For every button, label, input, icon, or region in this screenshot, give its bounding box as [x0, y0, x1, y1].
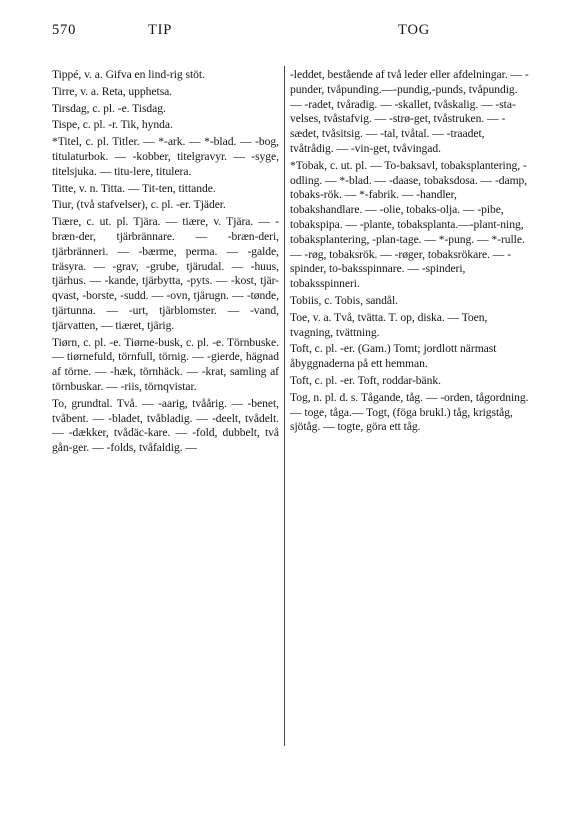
- dictionary-entry: *Tobak, c. ut. pl. — To-baksavl, tobaksplantering, -odling. — *-blad. — -daase, tobaksdosa. — -damp, tobaks-rök. — *-fabrik. — -handler, tobakshandlare. — -olie, tobaks-olja. — -pibe, tobakspipa. — -plante, tobaksplanta.—-plant-ning, tobaksplantering, -plan-tage. — *-pung. — *-rulle. — -røg, tobaksrök. — -røger, tobaksrökare. — -spinder, to-bakssp‍innare. — -spinderi, tobaksspinneri.: [290, 158, 528, 291]
- page-header: [52, 22, 530, 42]
- column-divider: [284, 66, 285, 746]
- dictionary-entry: Tog, n. pl. d. s. Tågande, tåg. — -orden, tågordning. — toge, tåga.— Togt, (föga brukl.) tåg, krigståg, sjötåg. — togte, göra ett tåg.: [290, 390, 529, 434]
- dictionary-entry: *Titel, c. pl. Titler. — *-ark. — *-blad. — -bog, titulaturbok. — -kobber, titelgravyr. — -syge, titelsjuka. — titu-lere, titulera.: [52, 135, 279, 178]
- dictionary-entry: Toe, v. a. Två, tvätta. T. op, diska. — Toen, tvagning, tvättning.: [290, 310, 488, 339]
- dictionary-entry: Tippé, v. a. Gifva en lind-rig stöt.: [52, 68, 205, 81]
- page-number: 570: [52, 22, 77, 38]
- dictionary-entry: Tobiis, c. Tobis, sandål.: [290, 293, 399, 307]
- dictionary-entry: Titte, v. n. Titta. — Tit-ten, tittande.: [52, 181, 216, 195]
- dictionary-entry: Toft, c. pl. -er. (Gam.) Tomt; jordlott närmast åbyggnaderna på ett hemman.: [290, 342, 497, 371]
- dictionary-entry: To, grundtal. Två. — -aarig, tvåårig. — -benet, tvåbent. — -bladet, tvåbladig. — -deelt, tvådelt. — -dækker, tvådäc-kare. — -fold, dubbelt, två gån-ger. — -folds, tvåfaldig. —: [52, 396, 279, 455]
- left-column: [52, 68, 279, 458]
- dictionary-entry: Tirre, v. a. Reta, upphetsa.: [52, 84, 173, 98]
- right-column: [290, 68, 530, 437]
- dictionary-entry: Tiære, c. ut. pl. Tjära. — tiære, v. Tjära. — -bræn-der, tjärbrännare. — -bræn-deri, tjärbränneri. — -bærme, perma. — -galde, träsyra. — -grav, -grube, tjärudal. — -huus, tjärhus. — -kande, tjärbytta, -pyts. — -kost, tjär-qvast, -borste, -sudd. — -ovn, tjärugn. — -tønde, tjärtunna. — -urt, tjärblomster. — -vand, tjärvatten, — tiæret, tjärig.: [52, 215, 279, 332]
- dictionary-entry: Toft, c. pl. -er. Toft, roddar-bänk.: [290, 373, 441, 387]
- header-left-word: TIP: [148, 22, 173, 38]
- dictionary-entry: -leddet, bestående af två leder eller afdelningar. — -punder, tvåpunding.—-pundig,-punds, tvåpundig. — -radet, tvåradig. — -skallet, tvåskalig. — -sta-velses, tvåstafvig. — -strø-get, tvåstruken. — -sædet, tvåsitsig. — -tal, tvåtal. — -traadet, tvåtrådig. — -vin-get, tvåvingad.: [290, 68, 529, 155]
- dictionary-entry: Tirsdag, c. pl. -e. Tisdag.: [52, 101, 166, 115]
- header-right-word: TOG: [398, 22, 430, 38]
- dictionary-entry: Tispe, c. pl. -r. Tik, hynda.: [52, 118, 173, 132]
- dictionary-entry: Tiur, (två stafvelser), c. pl. -er. Tjäder.: [52, 198, 226, 212]
- dictionary-entry: Tiørn, c. pl. -e. Tiørne-busk, c. pl. -e. Törnbuske. — tiørnefuld, törnfull, törnig. — -gierde, hägnad af törne. — -hæk, törnhäck. — -krat, samling af törnbuskar. — -riis, törnqvistar.: [52, 335, 279, 393]
